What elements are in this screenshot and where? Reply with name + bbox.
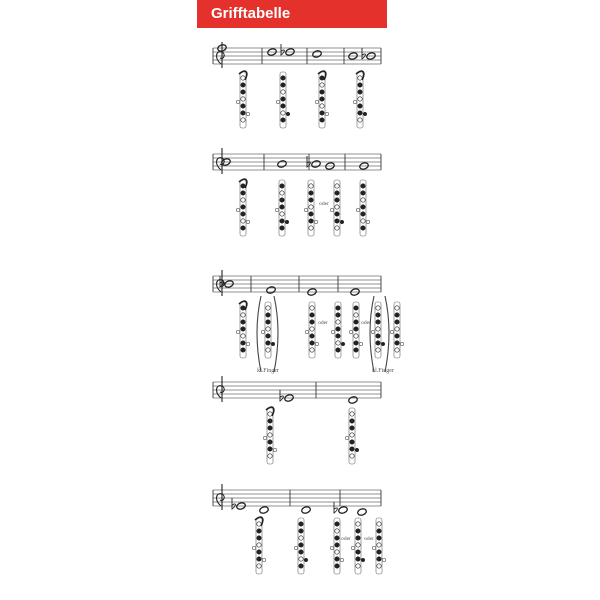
hole-4 — [241, 104, 245, 108]
hole-6 — [320, 118, 324, 122]
side-key — [276, 100, 280, 104]
hole-4 — [335, 212, 339, 216]
fingering-diagram-2 — [330, 518, 344, 574]
fingering-diagram-2 — [305, 302, 319, 358]
hole-4 — [376, 334, 380, 338]
fingering-diagram-1 — [294, 518, 308, 574]
hole-6 — [358, 118, 362, 122]
hole-4 — [350, 440, 354, 444]
hole-3 — [280, 205, 284, 209]
hole-0 — [266, 306, 270, 310]
hole-4 — [266, 334, 270, 338]
hole-5 — [356, 557, 360, 561]
hole-5 — [350, 447, 354, 451]
fingering-diagram-0 — [252, 517, 266, 574]
hole-3 — [336, 327, 340, 331]
bracket-open — [257, 296, 261, 372]
hole-0 — [335, 522, 339, 526]
hole-1 — [241, 313, 245, 317]
hole-4 — [354, 334, 358, 338]
hole-5 — [376, 341, 380, 345]
bracket-close — [385, 296, 389, 372]
side-key — [331, 330, 335, 334]
hole-2 — [356, 536, 360, 540]
hole-4 — [335, 550, 339, 554]
or-label: oder — [341, 536, 351, 542]
hole-3 — [257, 543, 261, 547]
small-hand-label: kl.Finger — [257, 368, 279, 374]
hole-4 — [377, 550, 381, 554]
whole-note-1 — [259, 506, 269, 514]
hole-2 — [281, 90, 285, 94]
hole-4 — [336, 334, 340, 338]
hole-4 — [361, 212, 365, 216]
hole-2 — [241, 198, 245, 202]
side-key — [285, 220, 289, 224]
hole-3 — [281, 97, 285, 101]
hole-3 — [356, 543, 360, 547]
hole-4 — [395, 334, 399, 338]
side-key — [363, 112, 367, 116]
fingering-diagram-0 — [236, 301, 250, 358]
hole-3 — [241, 205, 245, 209]
side-key — [345, 436, 349, 440]
side-key — [366, 220, 370, 224]
flat-sign-0 — [232, 498, 235, 509]
hole-3 — [377, 543, 381, 547]
hole-2 — [241, 320, 245, 324]
hole-2 — [280, 198, 284, 202]
hole-3 — [358, 97, 362, 101]
hole-2 — [377, 536, 381, 540]
hole-6 — [354, 348, 358, 352]
hole-0 — [350, 412, 354, 416]
whole-note-4 — [357, 508, 367, 516]
hole-3 — [361, 205, 365, 209]
row-3 — [213, 270, 404, 374]
row-5 — [213, 484, 386, 574]
whole-note-1 — [277, 160, 287, 168]
hole-3 — [309, 205, 313, 209]
hole-6 — [361, 226, 365, 230]
hole-1 — [241, 191, 245, 195]
hole-6 — [350, 454, 354, 458]
hole-1 — [241, 83, 245, 87]
hole-0 — [356, 522, 360, 526]
side-key — [340, 220, 344, 224]
hole-6 — [309, 226, 313, 230]
fingering-diagram-3 — [330, 180, 344, 236]
hole-2 — [354, 320, 358, 324]
side-key — [262, 558, 266, 562]
row-2 — [213, 148, 381, 236]
hole-1 — [377, 529, 381, 533]
side-key — [359, 342, 363, 346]
hole-2 — [310, 320, 314, 324]
hole-4 — [299, 550, 303, 554]
fingering-diagram-0 — [236, 179, 250, 236]
hole-4 — [309, 212, 313, 216]
fingering-diagram-6 — [390, 302, 404, 358]
side-key — [372, 546, 376, 550]
hole-2 — [241, 90, 245, 94]
hole-3 — [320, 97, 324, 101]
fingering-diagram-4 — [356, 180, 370, 236]
hole-4 — [358, 104, 362, 108]
side-key — [315, 342, 319, 346]
hole-6 — [299, 564, 303, 568]
hole-0 — [335, 184, 339, 188]
hole-1 — [356, 529, 360, 533]
flat-sign-0 — [280, 390, 283, 401]
hole-2 — [336, 320, 340, 324]
whole-note-1 — [348, 396, 358, 404]
hole-3 — [395, 327, 399, 331]
whole-note-1 — [266, 286, 276, 294]
hole-6 — [280, 226, 284, 230]
hole-1 — [361, 191, 365, 195]
side-key — [236, 330, 240, 334]
hole-3 — [268, 433, 272, 437]
side-key — [371, 330, 375, 334]
hole-6 — [281, 118, 285, 122]
or-label: oder — [319, 201, 329, 207]
or-label: oder — [361, 320, 371, 326]
hole-0 — [376, 306, 380, 310]
hole-4 — [257, 550, 261, 554]
hole-5 — [241, 341, 245, 345]
hole-6 — [395, 348, 399, 352]
side-key — [273, 448, 277, 452]
side-key — [271, 342, 275, 346]
side-key — [382, 558, 386, 562]
fingering-diagram-1 — [345, 408, 359, 464]
hole-1 — [309, 191, 313, 195]
hole-4 — [281, 104, 285, 108]
bracket-close — [274, 296, 278, 372]
hole-6 — [266, 348, 270, 352]
hole-1 — [336, 313, 340, 317]
whole-note-2 — [311, 160, 321, 168]
hole-0 — [395, 306, 399, 310]
side-key — [349, 330, 353, 334]
hole-4 — [280, 212, 284, 216]
hole-5 — [241, 111, 245, 115]
hole-2 — [299, 536, 303, 540]
hole-6 — [335, 564, 339, 568]
fingering-diagram-0 — [263, 407, 277, 464]
hole-4 — [310, 334, 314, 338]
hole-2 — [361, 198, 365, 202]
side-key — [341, 342, 345, 346]
or-label: oder — [318, 320, 328, 326]
hole-0 — [280, 184, 284, 188]
hole-2 — [395, 320, 399, 324]
hole-5 — [257, 557, 261, 561]
side-key — [261, 330, 265, 334]
hole-4 — [241, 212, 245, 216]
hole-0 — [354, 306, 358, 310]
hole-0 — [377, 522, 381, 526]
side-key — [305, 330, 309, 334]
whole-note-2 — [301, 506, 311, 514]
side-key — [353, 100, 357, 104]
fingering-rows — [213, 42, 404, 574]
fingering-diagram-3 — [353, 71, 367, 128]
side-key — [356, 208, 360, 212]
hole-1 — [395, 313, 399, 317]
hole-5 — [354, 341, 358, 345]
hole-1 — [310, 313, 314, 317]
hole-5 — [281, 111, 285, 115]
hole-6 — [310, 348, 314, 352]
hole-1 — [299, 529, 303, 533]
hole-3 — [266, 327, 270, 331]
row-1 — [213, 42, 381, 128]
hole-6 — [268, 454, 272, 458]
side-key — [361, 558, 365, 562]
hole-2 — [309, 198, 313, 202]
hole-3 — [335, 205, 339, 209]
hole-6 — [356, 564, 360, 568]
hole-2 — [257, 536, 261, 540]
hole-3 — [354, 327, 358, 331]
side-key — [390, 330, 394, 334]
hole-3 — [335, 543, 339, 547]
flat-sign-5 — [362, 48, 365, 59]
side-key — [315, 100, 319, 104]
hole-5 — [310, 341, 314, 345]
side-key — [252, 546, 256, 550]
hole-1 — [350, 419, 354, 423]
hole-5 — [268, 447, 272, 451]
fingering-diagram-5 — [371, 302, 385, 358]
fingering-diagram-2 — [304, 180, 318, 236]
hole-1 — [376, 313, 380, 317]
hole-4 — [320, 104, 324, 108]
hole-1 — [335, 191, 339, 195]
hole-0 — [361, 184, 365, 188]
side-key — [294, 546, 298, 550]
fingering-diagram-2 — [315, 71, 329, 128]
hole-1 — [266, 313, 270, 317]
flat-sign-2 — [281, 44, 284, 55]
hole-5 — [320, 111, 324, 115]
hole-5 — [358, 111, 362, 115]
small-hand-label: kl.Finger — [372, 368, 394, 374]
fingering-diagram-4 — [372, 518, 386, 574]
whole-note-3 — [312, 50, 322, 58]
side-key — [236, 100, 240, 104]
hole-5 — [280, 219, 284, 223]
fingering-diagram-3 — [351, 518, 365, 574]
hole-6 — [241, 118, 245, 122]
hole-4 — [356, 550, 360, 554]
hole-6 — [376, 348, 380, 352]
hole-6 — [377, 564, 381, 568]
hole-1 — [335, 529, 339, 533]
side-key — [351, 546, 355, 550]
hole-0 — [281, 76, 285, 80]
hole-1 — [320, 83, 324, 87]
side-key — [286, 112, 290, 116]
side-key — [400, 342, 404, 346]
hole-4 — [241, 334, 245, 338]
hole-4 — [268, 440, 272, 444]
hole-0 — [336, 306, 340, 310]
fingering-diagram-1 — [275, 180, 289, 236]
hole-5 — [336, 341, 340, 345]
or-label: oder — [364, 536, 374, 542]
hole-0 — [310, 306, 314, 310]
fingering-diagram-3 — [331, 302, 345, 358]
hole-3 — [241, 327, 245, 331]
hole-2 — [335, 536, 339, 540]
side-key — [246, 220, 250, 224]
side-key — [304, 558, 308, 562]
hole-6 — [336, 348, 340, 352]
hole-5 — [361, 219, 365, 223]
hole-5 — [299, 557, 303, 561]
side-key — [275, 208, 279, 212]
hole-1 — [280, 191, 284, 195]
hole-5 — [377, 557, 381, 561]
hole-5 — [266, 341, 270, 345]
side-key — [325, 112, 329, 116]
side-key — [330, 208, 334, 212]
hole-5 — [395, 341, 399, 345]
side-key — [263, 436, 267, 440]
side-key — [314, 220, 318, 224]
hole-2 — [358, 90, 362, 94]
hole-2 — [320, 90, 324, 94]
hole-5 — [335, 557, 339, 561]
row-4 — [213, 376, 381, 464]
hole-6 — [241, 226, 245, 230]
flat-sign-3 — [334, 502, 337, 513]
page-title: Grifftabelle — [211, 5, 291, 22]
side-key — [330, 546, 334, 550]
fingering-diagram-1 — [276, 72, 290, 128]
hole-3 — [241, 97, 245, 101]
hole-2 — [335, 198, 339, 202]
hole-1 — [268, 419, 272, 423]
hole-5 — [335, 219, 339, 223]
hole-2 — [376, 320, 380, 324]
side-key — [304, 208, 308, 212]
side-key — [340, 558, 344, 562]
hole-6 — [241, 348, 245, 352]
hole-6 — [257, 564, 261, 568]
side-key — [381, 342, 385, 346]
hole-2 — [350, 426, 354, 430]
hole-3 — [299, 543, 303, 547]
fingering-diagram-4 — [349, 302, 363, 358]
hole-5 — [309, 219, 313, 223]
side-key — [246, 112, 250, 116]
hole-2 — [268, 426, 272, 430]
side-key — [246, 342, 250, 346]
hole-3 — [376, 327, 380, 331]
hole-3 — [310, 327, 314, 331]
hole-1 — [257, 529, 261, 533]
whole-note-3 — [338, 506, 348, 514]
hole-1 — [354, 313, 358, 317]
hole-1 — [358, 83, 362, 87]
fingering-diagram-0 — [236, 71, 250, 128]
hole-6 — [335, 226, 339, 230]
hole-1 — [281, 83, 285, 87]
hole-0 — [299, 522, 303, 526]
hole-0 — [309, 184, 313, 188]
fingering-diagram-1 — [261, 302, 275, 358]
side-key — [236, 208, 240, 212]
hole-3 — [350, 433, 354, 437]
hole-5 — [241, 219, 245, 223]
side-key — [355, 448, 359, 452]
hole-2 — [266, 320, 270, 324]
